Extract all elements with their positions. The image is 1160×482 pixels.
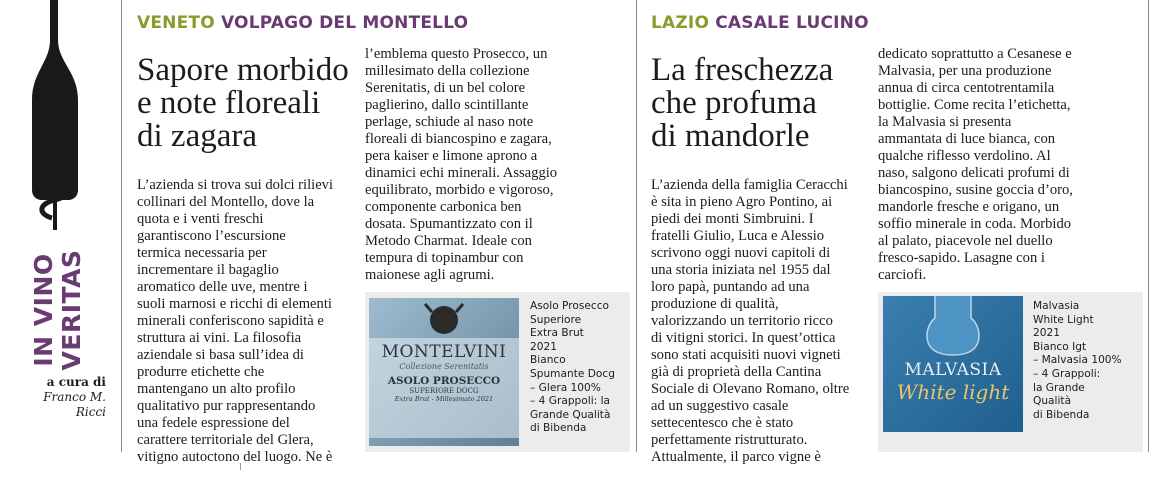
text-line: qualche riflesso verdolino. Al <box>878 148 1051 164</box>
text-line: dosata. Spumantizzato con il <box>365 216 533 232</box>
wine-card <box>365 292 630 452</box>
headline-line: di mandorle <box>651 118 810 154</box>
article-body-col1 <box>651 177 866 466</box>
wine-info-line: di Bibenda <box>1033 408 1090 421</box>
article-body-col2 <box>878 46 1143 284</box>
bottle-label-text <box>883 360 1023 404</box>
label-collection: Collezione Serenitatis <box>399 362 489 371</box>
text-line: carciofi. <box>878 267 927 283</box>
text-line: floreali di biancospino e zagara, <box>365 131 552 147</box>
text-line: dedicato soprattutto a Cesanese e <box>878 46 1072 62</box>
text-line: bottiglie. Come recita l’etichetta, <box>878 97 1071 113</box>
text-line: fratelli Giulio, Luca e Alessio <box>651 228 825 244</box>
text-line: già di proprietà della Cantina <box>651 364 822 380</box>
headline-line: e note floreali <box>137 85 321 121</box>
wine-info-line: Malvasia <box>1033 300 1080 312</box>
text-line: la Malvasia si presenta <box>878 114 1012 130</box>
text-line: quota e i venti freschi <box>137 211 264 227</box>
region-name: LAZIO <box>651 13 710 33</box>
town-name: CASALE LUCINO <box>715 13 869 33</box>
text-line: Metodo Charmat. Ideale con <box>365 233 532 249</box>
article-location <box>651 13 869 33</box>
headline-line: che profuma <box>651 85 817 121</box>
text-line: vitigno autoctono del luogo. Ne è <box>137 449 333 465</box>
text-line: collinari del Montello, dove la <box>137 194 315 210</box>
bottle-label-text <box>369 342 519 403</box>
text-line: aziendale si basa sull’idea di <box>137 347 304 363</box>
text-line: Attualmente, il parco vigne è <box>651 449 821 465</box>
text-line: è sita in pieno Agro Pontino, ai <box>651 194 833 210</box>
credit-author-line2: Ricci <box>75 405 106 419</box>
text-line: equilibrato, morbido e vigoroso, <box>365 182 554 198</box>
article-location <box>137 13 468 33</box>
wine-info-line: – Glera 100% <box>530 381 601 394</box>
column-divider-middle <box>636 0 637 452</box>
article-body-col1 <box>137 177 352 466</box>
text-line: perlage, schiude al naso note <box>365 114 534 130</box>
text-line: mandorle fresche e origano, un <box>878 199 1060 215</box>
text-line: struttura ai vini. La filosofia <box>137 330 302 346</box>
wine-info-line: Superiore <box>530 313 582 326</box>
text-line: aromatico delle uve, mentre i <box>137 279 308 295</box>
text-line: fresco-sapido. Lasagne con i <box>878 250 1045 266</box>
wine-info-line: Bianco Igt <box>1033 340 1087 353</box>
text-line: carattere territoriale del Glera, <box>137 432 314 448</box>
text-line: garantiscono l’escursione <box>137 228 286 244</box>
text-line: loro papà, puntando ad una <box>651 279 810 295</box>
text-line: perfettamente ristrutturato. <box>651 432 808 448</box>
town-name: VOLPAGO DEL MONTELLO <box>220 13 469 33</box>
sidebar <box>0 0 110 482</box>
text-line: scrivono oggi nuovi capitoli di <box>651 245 831 261</box>
wine-info-line: White Light <box>1033 313 1094 326</box>
text-line: Sociale di Olevano Romano, oltre <box>651 381 850 397</box>
label-script: White light <box>896 380 1010 404</box>
label-name: ASOLO PROSECCO <box>387 375 501 387</box>
wine-info-line: Grande Qualità <box>530 408 611 421</box>
headline-line: di zagara <box>137 118 257 154</box>
text-line: L’azienda della famiglia Ceracchi <box>651 177 848 193</box>
text-line: una fedele espressione del <box>137 415 290 431</box>
text-line: minerali conferiscono sapidità e <box>137 313 324 329</box>
text-line: piedi dei monti Simbruini. I <box>651 211 814 227</box>
article-headline <box>137 54 349 153</box>
text-line: maionese agli agrumi. <box>365 267 495 283</box>
text-line: di vitigni storici. In quest’ottica <box>651 330 836 346</box>
article-body-col2 <box>365 46 630 284</box>
text-line: produrre etichette che <box>137 364 265 380</box>
label-brand: MONTELVINI <box>381 342 507 362</box>
section-title <box>30 250 86 371</box>
wine-info-line: Qualità <box>1033 395 1072 408</box>
text-line: tempura di topinambur con <box>365 250 524 266</box>
wine-info-line: di Bibenda <box>530 422 587 435</box>
credit-label: a cura di <box>46 375 106 389</box>
wine-info-line: Bianco <box>530 354 566 367</box>
headline-line: La freschezza <box>651 52 834 88</box>
text-line: Serenitatis, di un bel colore <box>365 80 526 96</box>
text-line: biancospino, susine goccia d’oro, <box>878 182 1073 198</box>
text-line: Malvasia, per una produzione <box>878 63 1052 79</box>
text-line: valorizzando un territorio ricco <box>651 313 833 329</box>
headline-line: Sapore morbido <box>137 52 349 88</box>
text-line: pera kaiser e limone aprono a <box>365 148 538 164</box>
corkscrew-bottle-illustration <box>20 0 90 235</box>
text-line: millesimato della collezione <box>365 63 530 79</box>
text-line: settecentesco che è stato <box>651 415 794 431</box>
credit-author-line1: Franco M. <box>43 390 106 404</box>
wine-info-line: Asolo Prosecco <box>530 300 610 312</box>
wine-info-line: 2021 <box>530 340 557 353</box>
wine-info-line: Extra Brut <box>530 327 584 340</box>
text-line: naso, salgono delicati profumi di <box>878 165 1070 181</box>
wine-info <box>1033 300 1122 422</box>
text-line: al palato, piacevole nel duello <box>878 233 1053 249</box>
text-line: ad un suggestivo casale <box>651 398 789 414</box>
text-line: l’emblema questo Prosecco, un <box>365 46 548 62</box>
text-line: incrementare il bagaglio <box>137 262 279 278</box>
text-line: mantengano un alto profilo <box>137 381 296 397</box>
column-divider-right <box>1148 0 1149 452</box>
column-divider-left <box>121 0 122 452</box>
wine-info-line: la Grande <box>1033 381 1085 394</box>
text-line: una storia iniziata nel 1955 dal <box>651 262 831 278</box>
text-line: qualitativo pur rappresentando <box>137 398 316 414</box>
text-line: ammantata di luce bianca, con <box>878 131 1056 147</box>
article-headline <box>651 54 833 153</box>
text-line: termica necessaria per <box>137 245 267 261</box>
text-line: L’azienda si trova sui dolci rilievi <box>137 177 334 193</box>
region-name: VENETO <box>137 13 215 33</box>
text-line: suoli marnosi e ricchi di elementi <box>137 296 332 312</box>
label-brand: MALVASIA <box>904 360 1002 380</box>
label-sub: SUPERIORE DOCG <box>409 387 479 395</box>
wine-info <box>530 300 615 436</box>
wine-info-line: Spumante Docg <box>530 367 615 380</box>
author-credit <box>43 375 106 420</box>
text-line: paglierino, dallo scintillante <box>365 97 529 113</box>
text-line: annua di circa centotrentamila <box>878 80 1055 96</box>
text-line: dinamici echi minerali. Assaggio <box>365 165 558 181</box>
text-line: produzione di qualità, <box>651 296 779 312</box>
wine-info-line: – 4 Grappoli: la <box>530 395 611 408</box>
label-fine: Extra Brut - Millesimato 2021 <box>394 395 494 403</box>
wine-info-line: – 4 Grappoli: <box>1033 367 1101 380</box>
text-line: soffio minerale in coda. Morbido <box>878 216 1072 232</box>
wine-card <box>878 292 1143 452</box>
wine-info-line: – Malvasia 100% <box>1033 354 1122 367</box>
section-title-line2: VERITAS <box>57 249 86 371</box>
text-line: componente carbonica ben <box>365 199 522 215</box>
section-title-line1: IN VINO <box>29 253 58 367</box>
wine-info-line: 2021 <box>1033 327 1060 340</box>
text-line: sono stati acquisiti nuovi vigneti <box>651 347 841 363</box>
